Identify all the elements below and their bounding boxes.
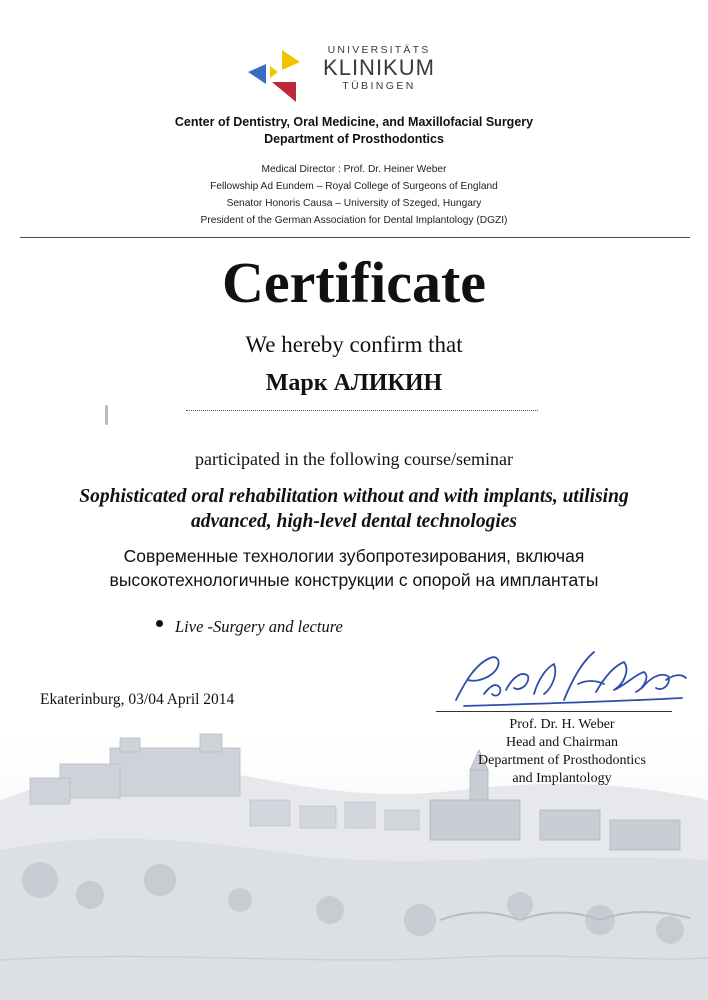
name-dotted-line bbox=[186, 410, 538, 411]
logo-top-text: UNIVERSITÄTS bbox=[327, 44, 431, 56]
signer-department-cont: and Implantology bbox=[512, 771, 612, 786]
signer-name: Prof. Dr. H. Weber bbox=[509, 717, 615, 732]
center-title: Center of Dentistry, Oral Medicine, and Maxillofacial Surgery bbox=[174, 115, 534, 129]
university-logo bbox=[248, 44, 448, 106]
participated-text: participated in the following course/seminar bbox=[195, 449, 513, 469]
logo-main-text: KLINIKUM bbox=[323, 55, 435, 80]
format-item-label: Live -Surgery and lecture bbox=[175, 617, 343, 636]
header-divider bbox=[20, 237, 690, 238]
department-title: Department of Prosthodontics bbox=[264, 132, 444, 146]
logo-bottom-text: TÜBINGEN bbox=[342, 80, 416, 92]
confirm-text: We hereby confirm that bbox=[245, 332, 463, 357]
credential-line: Fellowship Ad Eundem – Royal College of Surgeons of England bbox=[210, 181, 498, 192]
course-title-ru: высокотехнологичные конструкции с опорой на имплантаты bbox=[109, 570, 599, 590]
format-list-item bbox=[156, 616, 343, 638]
participant-name: Марк АЛИКИН bbox=[265, 370, 443, 396]
logo-mark-icon bbox=[248, 48, 310, 104]
signature-line bbox=[436, 711, 672, 712]
course-title-en: Sophisticated oral rehabilitation without and with implants, utilising bbox=[79, 486, 629, 507]
credential-line: Senator Honoris Causa – University of Szeged, Hungary bbox=[226, 198, 482, 209]
bullet-icon bbox=[156, 620, 163, 627]
signer-department: Department of Prosthodontics bbox=[478, 753, 646, 768]
certificate-title: Certificate bbox=[221, 250, 487, 315]
credential-line: Medical Director : Prof. Dr. Heiner Weber bbox=[261, 164, 447, 175]
credential-line: President of the German Association for Dental Implantology (DGZI) bbox=[200, 215, 508, 226]
course-title-ru: Современные технологии зубопротезирования, включая bbox=[123, 546, 585, 566]
signer-title: Head and Chairman bbox=[506, 735, 618, 750]
paper-mark bbox=[105, 405, 108, 425]
place-date: Ekaterinburg, 03/04 April 2014 bbox=[40, 691, 235, 708]
course-title-en: advanced, high-level dental technologies bbox=[190, 511, 518, 532]
signature-icon bbox=[446, 644, 691, 714]
